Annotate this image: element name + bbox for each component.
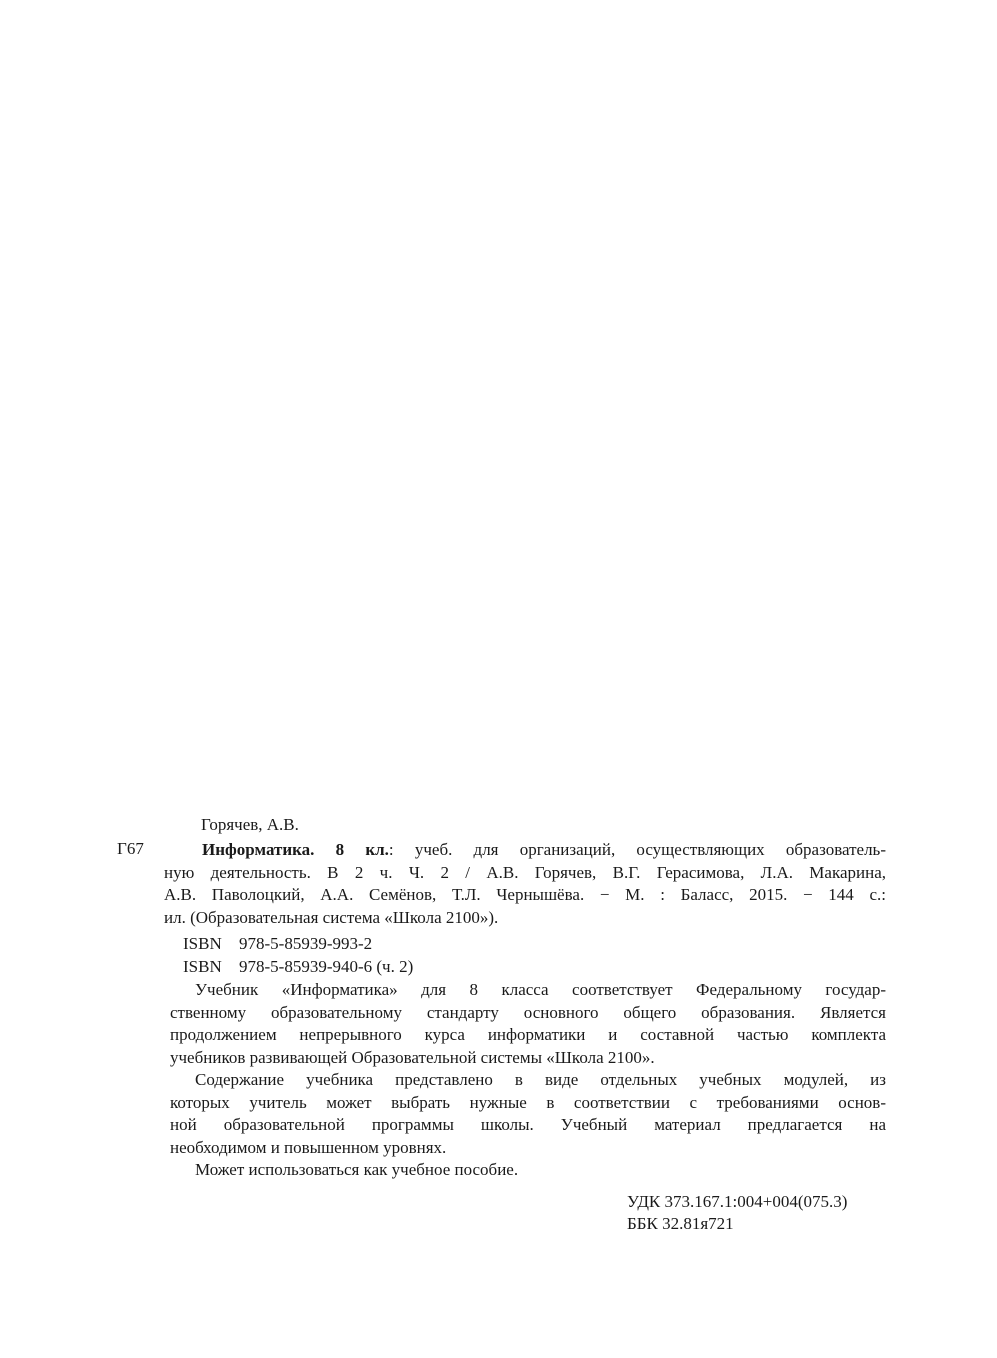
annotation-line: учебников развивающей Образовательной системы «Школа 2100». [170, 1047, 655, 1067]
book-title: Информатика. 8 кл. [202, 840, 389, 859]
annotation-line: ственному образовательному стандарту основного общего образования. Является [170, 1002, 886, 1022]
annotation-line: Учебник «Информатика» для 8 класса соответствует Федеральному государ- [195, 980, 886, 999]
classification-codes [627, 1191, 847, 1235]
annotation-line: Содержание учебника представлено в виде отдельных учебных модулей, из [195, 1070, 886, 1089]
isbn-row [183, 955, 413, 978]
bib-line-3: А.В. Паволоцкий, А.А. Семёнов, Т.Л. Чернышёва. − М. : Баласс, 2015. − 144 с.: [164, 885, 886, 905]
annotation-line: Может использоваться как учебное пособие. [195, 1160, 519, 1179]
isbn-value: 978-5-85939-940-6 (ч. 2) [239, 957, 414, 976]
annotation [170, 979, 886, 1182]
bibliographic-description [164, 839, 886, 930]
annotation-line: продолжением непрерывного курса информатики и составной частью комплекта [170, 1025, 886, 1044]
bib-line-1-text: : учеб. для организаций, осуществляющих образователь- [388, 840, 886, 859]
author-sign: Г67 [117, 839, 144, 858]
udc-code: УДК 373.167.1:004+004(075.3) [627, 1192, 848, 1211]
isbn-value: 978-5-85939-993-2 [239, 934, 373, 953]
bbk-code: ББК 32.81я721 [627, 1214, 734, 1233]
bib-line-4: ил. (Образовательная система «Школа 2100»). [164, 908, 499, 928]
annotation-line: необходимом и повышенном уровнях. [170, 1137, 447, 1157]
isbn-list [183, 932, 413, 978]
isbn-label: ISBN [183, 957, 222, 976]
bib-line-1 [164, 839, 886, 862]
bib-line-2: ную деятельность. В 2 ч. Ч. 2 / А.В. Горячев, В.Г. Герасимова, Л.А. Макарина, [164, 862, 886, 882]
isbn-label: ISBN [183, 934, 222, 953]
author-heading: Горячев, А.В. [201, 815, 299, 834]
annotation-line: которых учитель может выбрать нужные в соответствии с требованиями основ- [170, 1092, 886, 1112]
annotation-line: ной образовательной программы школы. Учебный материал предлагается на [170, 1115, 886, 1134]
isbn-row [183, 932, 413, 955]
